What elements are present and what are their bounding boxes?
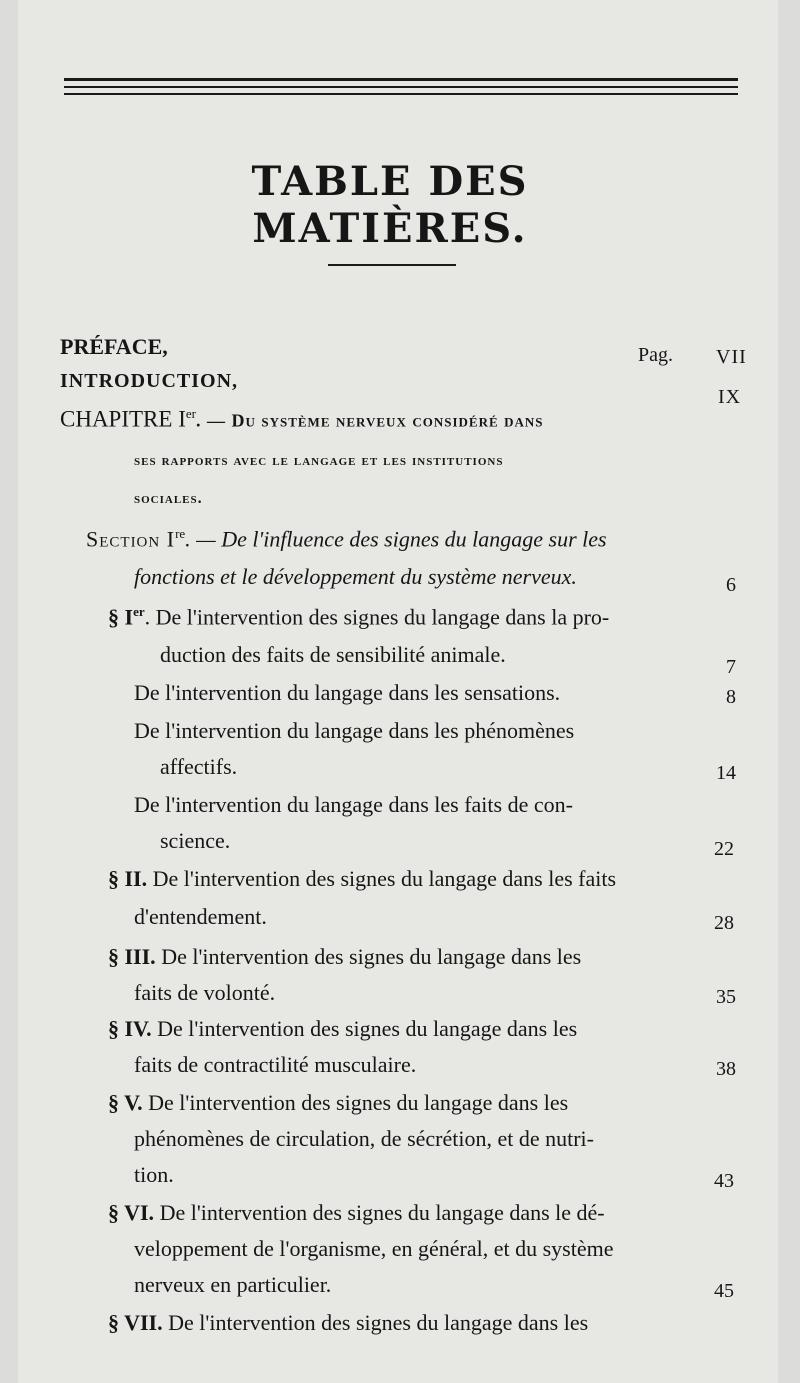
top-rule-thin-2 (64, 93, 738, 95)
sub-sensations-page: 8 (726, 686, 736, 708)
introduction-page: IX (718, 386, 742, 408)
preface-page: VII (716, 346, 747, 368)
paragraph-2 (108, 866, 616, 892)
top-rule-thin (64, 86, 738, 88)
sub-sensations: De l'intervention du langage dans les sensations. (134, 680, 561, 705)
par7-label: § VII. (108, 1310, 163, 1335)
section-label: Section I (86, 526, 176, 552)
par2-label: § II. (108, 866, 148, 891)
section-title-1: . — De l'influence des signes du langage sur les (185, 526, 607, 552)
par4-text-2: faits de contractilité musculaire. (134, 1052, 417, 1077)
par3-label: § III. (108, 944, 156, 969)
chapter-title-2: ses rapports avec le langage et les institutions (134, 452, 504, 469)
paragraph-6 (108, 1200, 605, 1226)
par5-label: § V. (108, 1090, 143, 1115)
page-title: TABLE DES MATIÈRES. (251, 158, 529, 252)
par1-label: § I (108, 604, 134, 630)
par1-text-2: duction des faits de sensibilité animale. (160, 642, 506, 667)
par4-text-1: De l'intervention des signes du langage dans les (151, 1016, 578, 1041)
section-title-2: fonctions et le développement du système nerveux. (134, 564, 577, 589)
par6-text-2: veloppement de l'organisme, en général, et du système (134, 1236, 614, 1261)
chapter-title-3: sociales. (134, 490, 203, 507)
par2-page: 28 (714, 912, 734, 934)
section-heading (86, 526, 607, 552)
par1-sup: er (133, 604, 145, 619)
sub-conscience-page: 22 (714, 838, 734, 860)
par6-text-3: nerveux en particulier. (134, 1272, 332, 1297)
pag-label: Pag. (638, 344, 673, 366)
par3-page: 35 (716, 986, 736, 1008)
par1-text-1: . De l'intervention des signes du langage dans la pro- (144, 604, 610, 630)
sub-conscience-1: De l'intervention du langage dans les faits de con- (134, 792, 573, 817)
entry-introduction: INTRODUCTION, (60, 370, 239, 392)
par5-page: 43 (714, 1170, 734, 1192)
paragraph-1 (108, 604, 609, 630)
section-page: 6 (726, 574, 736, 596)
section-sup: re (175, 526, 186, 541)
par2-text-1: De l'intervention des signes du langage dans les faits (147, 866, 617, 891)
par5-text-2: phénomènes de circulation, de sécrétion, et de nutri- (134, 1126, 594, 1151)
title-divider (328, 264, 456, 266)
par4-page: 38 (716, 1058, 736, 1080)
par2-text-2: d'entendement. (134, 904, 267, 929)
chapter-sup: er (185, 406, 196, 421)
par4-label: § IV. (108, 1016, 152, 1041)
paragraph-5 (108, 1090, 568, 1116)
chapter-heading (60, 406, 544, 433)
paragraph-4 (108, 1016, 577, 1042)
chapter-title-1: . — Du système nerveux considéré dans (195, 410, 544, 431)
top-rule (64, 78, 738, 81)
sub-affectifs-1: De l'intervention du langage dans les phénomènes (134, 718, 575, 743)
par7-text-1: De l'intervention des signes du langage dans les (162, 1310, 589, 1335)
sub-conscience-2: science. (160, 828, 231, 853)
par6-text-1: De l'intervention des signes du langage dans le dé- (154, 1200, 605, 1225)
par3-text-2: faits de volonté. (134, 980, 276, 1005)
paragraph-3 (108, 944, 581, 970)
par5-text-1: De l'intervention des signes du langage dans les (142, 1090, 569, 1115)
chapter-label: CHAPITRE I (60, 406, 186, 432)
par5-text-3: tion. (134, 1162, 174, 1187)
paragraph-7 (108, 1310, 588, 1336)
par3-text-1: De l'intervention des signes du langage dans les (155, 944, 582, 969)
par6-page: 45 (714, 1280, 734, 1302)
par1-page: 7 (726, 656, 736, 678)
sub-affectifs-page: 14 (716, 762, 736, 784)
par6-label: § VI. (108, 1200, 155, 1225)
entry-preface: PRÉFACE, (60, 334, 168, 359)
sub-affectifs-2: affectifs. (160, 754, 238, 779)
